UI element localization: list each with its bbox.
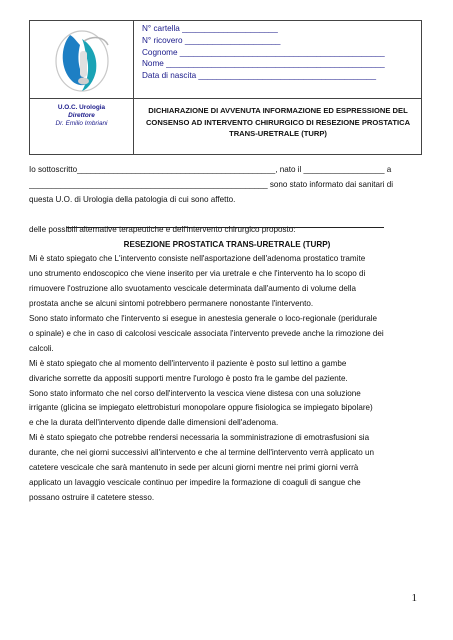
body-line: o spinale) e che in caso di calcolosi vescicale associata l'intervento prevede anche la rimozione dei [29,328,384,338]
body-line: applicato un lavaggio vescicale continuo per impedire la formazione di coaguli di sangue che [29,478,361,488]
header-table [29,20,422,155]
urology-logo [30,21,133,98]
procedure-heading: RESEZIONE PROSTATICA TRANS-URETRALE (TURP) [123,239,331,249]
body-line: Mi è stato spiegato che L'intervento consiste nell'asportazione dell'adenoma prostatico tramite [29,254,366,264]
body-line: Mi è stato spiegato che al momento dell'intervento il paziente è posto sul lettino a gambe [29,358,347,368]
body-line: possano ostruire il catetere stesso. [29,492,155,502]
consent-body [29,163,425,506]
body-line: calcoli. [29,343,54,353]
body-line: Io sottoscritto____________________________________________, nato il __________________ a [29,165,392,174]
body-line: _____________________________________________________ sono stato informato dai sanitari di [29,179,394,189]
body-line: irrigante (glicina se impiegato elettrobisturi monopolare oppure fisiologica se impiegato bipolare) [29,403,373,413]
unit-info [30,99,133,155]
title-line-3: TRANS-URETRALE (TURP) [229,129,327,138]
blank-line [29,208,425,223]
body-line: delle possibili alternative terapeutiche e dell'intervento chirurgico proposto: [29,224,296,234]
title-line-1: DICHIARAZIONE DI AVVENUTA INFORMAZIONE ED ESPRESSIONE DEL [148,106,408,115]
field-cartella[interactable]: N° cartella _____________________ [142,24,278,33]
title-line-2: CONSENSO AD INTERVENTO CHIRURGICO DI RESEZIONE PROSTATICA [145,117,411,127]
body-line: uno strumento endoscopico che viene inserito per via uretrale e che l'intervento ha lo scopo di [29,269,366,279]
field-nome[interactable]: Nome ________________________________________________ [142,59,385,69]
field-data-nascita[interactable]: Data di nascita _______________________________________ [142,71,377,81]
body-line: divariche sorrette da appositi supporti mentre l'urologo è posto fra le gambe del paziente. [29,373,348,383]
body-line: catetere vescicale che sarà mantenuto in sede per alcuni giorni mentre nei primi giorni verrà [29,463,359,473]
field-ricovero[interactable]: N° ricovero _____________________ [142,35,281,45]
body-line: rimuovere l'ostruzione allo svuotamento vescicale determinata dall'aumento di volume della [29,284,357,294]
body-line: e che la durata dell'intervento dipende dalle dimensioni dell'adenoma. [29,418,279,428]
body-line: durante, che nei giorni successivi all'intervento e che al termine dell'intervento verrà applicato un [29,448,375,458]
urology-logo-icon [30,21,133,98]
body-line: Sono stato informato che nel corso dell'intervento la vescica viene distesa con una soluzione [29,388,361,398]
unit-role: Direttore [68,112,95,120]
field-cognome[interactable]: Cognome _____________________________________________ [142,47,385,57]
body-line: questa U.O. di Urologia della patologia di cui sono affetto. [29,194,236,204]
blank-fill-line[interactable] [66,227,384,228]
body-line: Sono stato informato che l'intervento si esegue in anestesia generale o loco-regionale (peridurale [29,314,377,324]
body-line: prostata anche se alcuni sintomi potrebbero permanere nonostante l'intervento. [29,299,314,309]
unit-name: U.O.C. Urologia [57,104,106,111]
unit-director: Dr. Emilio Imbriani [55,120,108,128]
document-title [134,99,422,155]
body-line: Mi è stato spiegato che potrebbe rendersi necessaria la somministrazione di emotrasfusioni sia [29,433,370,443]
page-number: 1 [411,592,417,604]
patient-fields [142,23,418,82]
